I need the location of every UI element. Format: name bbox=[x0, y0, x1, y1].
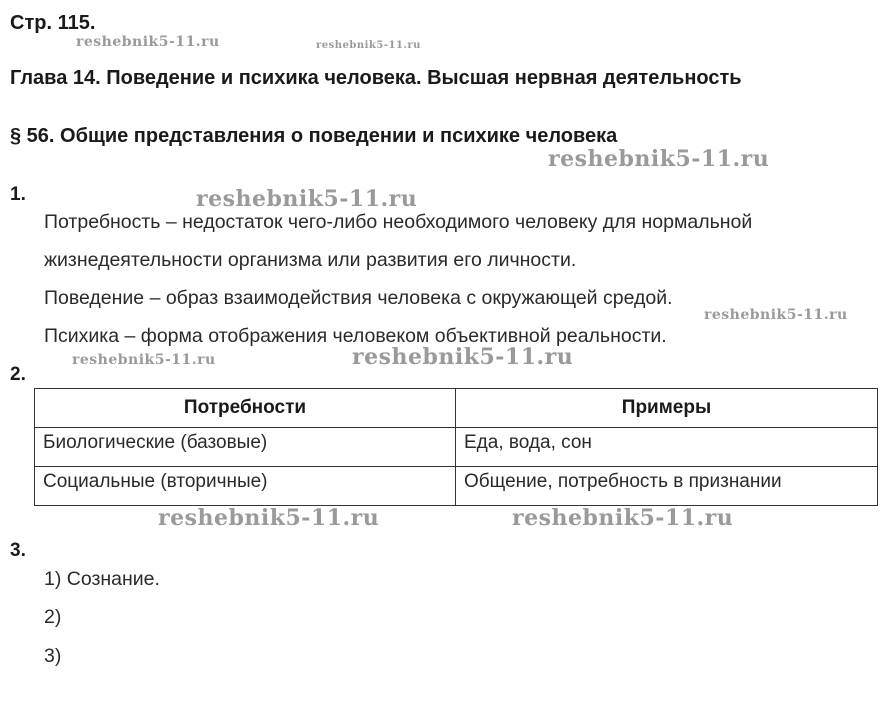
needs-table bbox=[34, 388, 878, 506]
watermark: reshebnik5-11.ru bbox=[196, 186, 418, 212]
table-row bbox=[35, 428, 878, 467]
watermark: reshebnik5-11.ru bbox=[352, 344, 574, 370]
table-header-cell: Примеры bbox=[456, 389, 878, 428]
table-cell: Еда, вода, сон bbox=[456, 428, 878, 467]
table-row bbox=[35, 467, 878, 506]
watermark: reshebnik5-11.ru bbox=[512, 505, 734, 531]
table-cell: Общение, потребность в признании bbox=[456, 467, 878, 506]
watermark: reshebnik5-11.ru bbox=[76, 34, 220, 50]
table-header-row bbox=[35, 389, 878, 428]
definition-line: Поведение – образ взаимодействия человека с окружающей средой. bbox=[44, 287, 673, 309]
page-number-header: Стр. 115. bbox=[10, 12, 96, 34]
watermark: reshebnik5-11.ru bbox=[72, 352, 216, 368]
definition-line: жизнедеятельности организма или развития его личности. bbox=[44, 249, 577, 271]
answer-item: 2) bbox=[44, 606, 62, 628]
section-title: § 56. Общие представления о поведении и психике человека bbox=[10, 125, 618, 147]
watermark: reshebnik5-11.ru bbox=[158, 505, 380, 531]
task-3-number: 3. bbox=[10, 540, 26, 561]
table-cell: Социальные (вторичные) bbox=[35, 467, 456, 506]
answer-item: 1) Сознание. bbox=[44, 568, 160, 590]
watermark: reshebnik5-11.ru bbox=[316, 40, 421, 51]
answer-item: 3) bbox=[44, 645, 62, 667]
definition-line: Психика – форма отображения человеком объективной реальности. bbox=[44, 325, 667, 347]
watermark: reshebnik5-11.ru bbox=[704, 307, 848, 323]
task-1-number: 1. bbox=[10, 184, 26, 205]
chapter-title: Глава 14. Поведение и психика человека. Высшая нервная деятельность bbox=[10, 67, 742, 89]
watermark: reshebnik5-11.ru bbox=[548, 146, 770, 172]
definition-line: Потребность – недостаток чего-либо необходимого человеку для нормальной bbox=[44, 211, 753, 233]
table-header-cell: Потребности bbox=[35, 389, 456, 428]
table-cell: Биологические (базовые) bbox=[35, 428, 456, 467]
task-2-number: 2. bbox=[10, 364, 26, 385]
